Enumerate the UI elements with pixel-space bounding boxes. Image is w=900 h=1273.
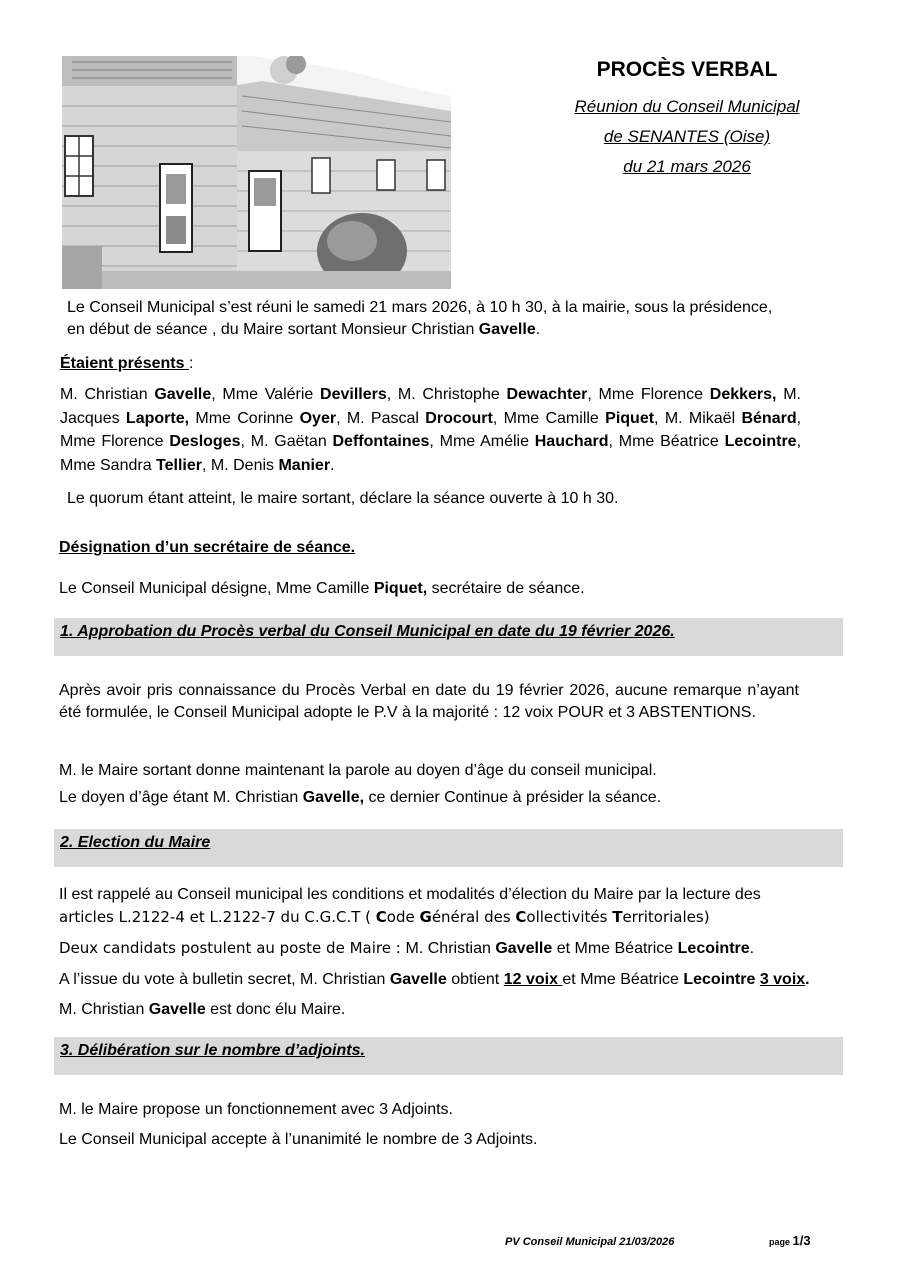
cgct-g: G — [419, 908, 432, 926]
cgct-co: C — [515, 908, 527, 926]
member-first-name: Mme Corinne — [195, 409, 300, 427]
member-first-name: Mme Camille — [503, 409, 606, 427]
s2-p2-a: Deux candidats postulent au poste de Maire : — [59, 939, 406, 957]
intro-line-1: Le Conseil Municipal s’est réuni le samedi 21 mars 2026, à 10 h 30, à la mairie, sous la présidence, — [67, 299, 773, 316]
quorum-text: Le quorum étant atteint, le maire sortant, déclare la séance ouverte à 10 h 30. — [67, 490, 619, 507]
member-last-name: Oyer — [299, 409, 337, 427]
member-first-name: Mme Valérie — [222, 386, 321, 403]
member-last-name: Piquet — [605, 409, 655, 427]
section-3-paragraph-1: M. le Maire propose un fonctionnement avec 3 Adjoints. — [59, 1101, 453, 1118]
member-first-name: M. Gaëtan — [250, 433, 333, 450]
s2-p2-d: et Mme Béatrice — [552, 940, 678, 957]
document-header — [552, 58, 822, 182]
member-first-name: Mme Florence — [60, 433, 170, 450]
cgct-eneral: énéral des — [431, 908, 516, 926]
member-last-name: Bénard — [741, 409, 797, 427]
s2-p4-a: M. Christian — [59, 1001, 149, 1018]
footer-page — [769, 1233, 811, 1248]
member-last-name: Lecointre — [724, 433, 797, 450]
member-separator: , — [587, 386, 599, 403]
member-separator: , — [608, 433, 619, 450]
section-3-paragraph-2: Le Conseil Municipal accepte à l’unanimité le nombre de 3 Adjoints. — [59, 1131, 538, 1148]
member-last-name: Desloges — [169, 433, 241, 450]
s2-p3-votes2: 3 voix — [759, 971, 806, 988]
section-3-header — [54, 1037, 843, 1075]
member-last-name: Dekkers, — [709, 386, 777, 403]
president-name: Gavelle — [478, 321, 536, 338]
member-last-name: Laporte, — [125, 409, 190, 427]
member-first-name: Mme Florence — [598, 386, 710, 403]
member-separator: , — [429, 433, 440, 450]
section-2-paragraph-3 — [59, 969, 810, 991]
section-2-title: 2. Election du Maire — [60, 834, 211, 851]
member-last-name: Hauchard — [534, 433, 609, 450]
member-first-name: M. Pascal — [346, 409, 426, 427]
footer-page-number: 1/3 — [792, 1233, 811, 1248]
s2-p1-line2 — [59, 906, 804, 929]
document-title: PROCÈS VERBAL — [596, 58, 778, 81]
member-last-name: Dewachter — [506, 386, 588, 403]
s2-p3-end: . — [805, 971, 810, 988]
intro-paragraph — [67, 297, 847, 341]
cgct-c: C — [375, 908, 387, 926]
section-1-paragraph-1: Après avoir pris connaissance du Procès Verbal en date du 19 février 2026, aucune remarque n’ayant été formulée, le Conseil Municipal adopte le P.V à la majorité : 12 voix POUR et 3 ABSTENTIONS. — [59, 682, 799, 721]
member-first-name: Mme Béatrice — [618, 433, 725, 450]
intro-end: . — [535, 321, 541, 338]
member-separator: , — [492, 409, 504, 427]
member-first-name: M. Mikaël — [664, 409, 742, 427]
member-last-name: Devillers — [320, 386, 387, 403]
member-last-name: Manier — [278, 456, 331, 474]
secretary-name: Piquet, — [373, 580, 428, 597]
presents-colon: : — [188, 355, 194, 372]
s2-p3-a: A l’issue du vote à bulletin secret, M. Christian — [59, 971, 390, 988]
section-1-paragraph-2: M. le Maire sortant donne maintenant la parole au doyen d’âge du conseil municipal. — [59, 762, 657, 779]
s2-p3-c: obtient — [446, 971, 504, 988]
s2-p2-b: M. Christian — [405, 940, 496, 957]
member-first-name: M. Christophe — [397, 386, 507, 403]
member-last-name: Deffontaines — [332, 433, 430, 450]
s1-p3-name: Gavelle, — [302, 789, 365, 806]
secretary-text-a: Le Conseil Municipal désigne, Mme Camille — [59, 580, 374, 597]
member-separator: , — [796, 409, 802, 427]
member-first-name: Mme Sandra — [60, 456, 157, 474]
member-separator: , — [336, 409, 347, 427]
header-commune-line: de SENANTES (Oise) — [603, 127, 771, 146]
s2-p3-e: et Mme Béatrice — [562, 971, 684, 988]
header-meeting-line: Réunion du Conseil Municipal — [574, 97, 800, 116]
member-separator: , — [796, 433, 802, 450]
cgct-ode: ode — [386, 908, 420, 926]
s1-p3-c: ce dernier Continue à présider la séance. — [364, 789, 662, 806]
member-separator: , — [386, 386, 398, 403]
section-3-title: 3. Délibération sur le nombre d’adjoints. — [60, 1042, 365, 1059]
s2-p3-name2: Lecointre — [683, 971, 756, 988]
s2-p2-candidate2: Lecointre — [677, 940, 750, 957]
member-separator: , — [202, 456, 211, 474]
member-first-name: Mme Amélie — [439, 433, 535, 450]
section-2-paragraph-2 — [59, 937, 754, 960]
member-last-name: Tellier — [156, 456, 202, 474]
s2-p3-name1: Gavelle — [389, 971, 447, 988]
member-last-name: Drocourt — [425, 409, 493, 427]
section-1-header — [54, 618, 843, 656]
member-separator: , — [654, 409, 665, 427]
cgct-t: T — [612, 908, 623, 926]
town-hall-photo — [62, 56, 451, 289]
presents-heading — [60, 353, 193, 375]
member-first-name: M. Christian — [60, 386, 155, 403]
cgct-ollectivites: ollectivités — [526, 908, 613, 926]
section-2-paragraph-1 — [59, 884, 804, 929]
intro-line-2 — [67, 319, 847, 341]
s2-p1-line1: Il est rappelé au Conseil municipal les conditions et modalités d’élection du Maire par la lecture des — [59, 886, 761, 903]
s2-p4-c: est donc élu Maire. — [205, 1001, 346, 1018]
s2-p3-votes1: 12 voix — [503, 971, 563, 988]
footer-reference: PV Conseil Municipal 21/03/2026 — [505, 1236, 675, 1248]
member-separator: . — [330, 456, 335, 474]
intro-text: en début de séance , du Maire sortant Monsieur Christian — [67, 321, 479, 338]
section-1-title: 1. Approbation du Procès verbal du Conseil Municipal en date du 19 février 2026. — [60, 623, 675, 640]
s2-articles: articles L.2122-4 et L.2122-7 du C.G.C.T ( — [59, 908, 376, 926]
members-list — [60, 383, 801, 477]
presents-heading-text: Étaient présents — [60, 355, 189, 372]
s1-p3-a: Le doyen d’âge étant M. Christian — [59, 789, 303, 806]
secretary-heading-text: Désignation d’un secrétaire de séance. — [59, 539, 356, 556]
footer-page-label: page — [769, 1237, 793, 1247]
member-last-name: Gavelle — [154, 386, 212, 403]
secretary-text — [59, 578, 585, 600]
s2-p2-f: . — [749, 940, 755, 957]
cgct-erritoriales: erritoriales) — [622, 908, 710, 926]
s2-p4-name: Gavelle — [148, 1001, 206, 1018]
secretary-heading — [59, 537, 355, 559]
section-1-paragraph-3 — [59, 787, 661, 809]
member-separator: , — [240, 433, 251, 450]
section-2-paragraph-4 — [59, 999, 345, 1021]
member-first-name: M. Denis — [210, 456, 279, 474]
member-separator: , — [211, 386, 223, 403]
section-2-header — [54, 829, 843, 867]
s2-p2-candidate1: Gavelle — [495, 940, 553, 957]
member-first-name: M. Jacques — [60, 386, 801, 427]
header-date-line: du 21 mars 2026 — [623, 157, 751, 176]
secretary-text-c: secrétaire de séance. — [427, 580, 585, 597]
